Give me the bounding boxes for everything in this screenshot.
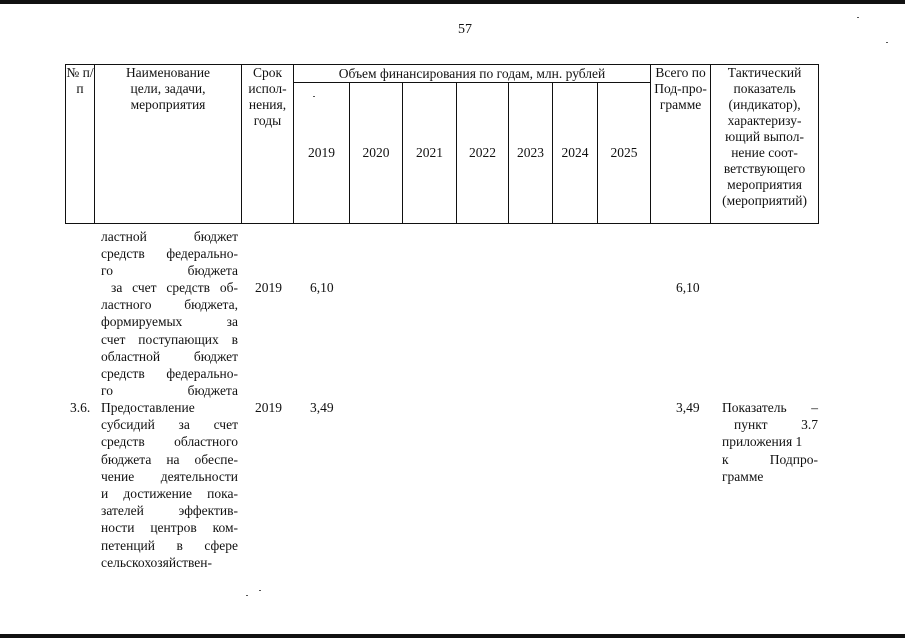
scan-speck bbox=[857, 17, 859, 18]
bottom-border bbox=[0, 634, 905, 638]
row-2-name: за счет средств об- ластного бюджета, формируемых за счет поступающих в областной бюджет средств федерально- го бюджета bbox=[101, 280, 238, 399]
row-3-total: 3,49 bbox=[676, 400, 700, 415]
row-2-value-2019: 6,10 bbox=[310, 280, 334, 295]
scan-speck bbox=[886, 42, 888, 43]
header-financing: Объем финансирования по годам, млн. рублей bbox=[294, 65, 651, 83]
header-total: Всего по Под-про-грамме bbox=[651, 65, 711, 224]
header-year-2022: 2022 bbox=[457, 83, 509, 224]
header-indicator: Тактический показатель (индикатор), характеризу-ющий выпол-нение соот-ветствующего мероприятия (мероприятий) bbox=[711, 65, 819, 224]
row-3-number: 3.6. bbox=[70, 400, 91, 415]
header-name: Наименование цели, задачи, мероприятия bbox=[95, 65, 242, 224]
row-1-name: ластной бюджет средств федерально- го бюджета bbox=[101, 229, 238, 279]
header-year-2025: 2025 bbox=[598, 83, 651, 224]
row-3-term: 2019 bbox=[255, 400, 282, 415]
header-year-2024: 2024 bbox=[553, 83, 598, 224]
top-border bbox=[0, 0, 905, 4]
row-3-value-2019: 3,49 bbox=[310, 400, 334, 415]
scan-speck bbox=[259, 590, 261, 591]
header-year-2020: 2020 bbox=[350, 83, 403, 224]
row-3-name: Предоставление субсидий за счет средств областного бюджета на обеспе- чение деятельности и достижение пока- зателей эффектив- ности центров ком- петенций в сфере сельскохозяйствен- bbox=[101, 400, 238, 570]
scan-speck bbox=[246, 595, 248, 596]
row-3-indicator: Показатель – пункт 3.7 приложения 1 к Подпро- грамме bbox=[722, 400, 818, 484]
scan-speck bbox=[313, 96, 315, 97]
header-year-2021: 2021 bbox=[403, 83, 457, 224]
header-number: № п/п bbox=[66, 65, 95, 224]
header-year-2019: 2019 bbox=[294, 83, 350, 224]
header-year-2023: 2023 bbox=[509, 83, 553, 224]
header-term: Срок испол-нения, годы bbox=[242, 65, 294, 224]
table-header bbox=[65, 64, 819, 224]
row-2-term: 2019 bbox=[255, 280, 282, 295]
row-2-total: 6,10 bbox=[676, 280, 700, 295]
page-number: 57 bbox=[458, 22, 472, 37]
